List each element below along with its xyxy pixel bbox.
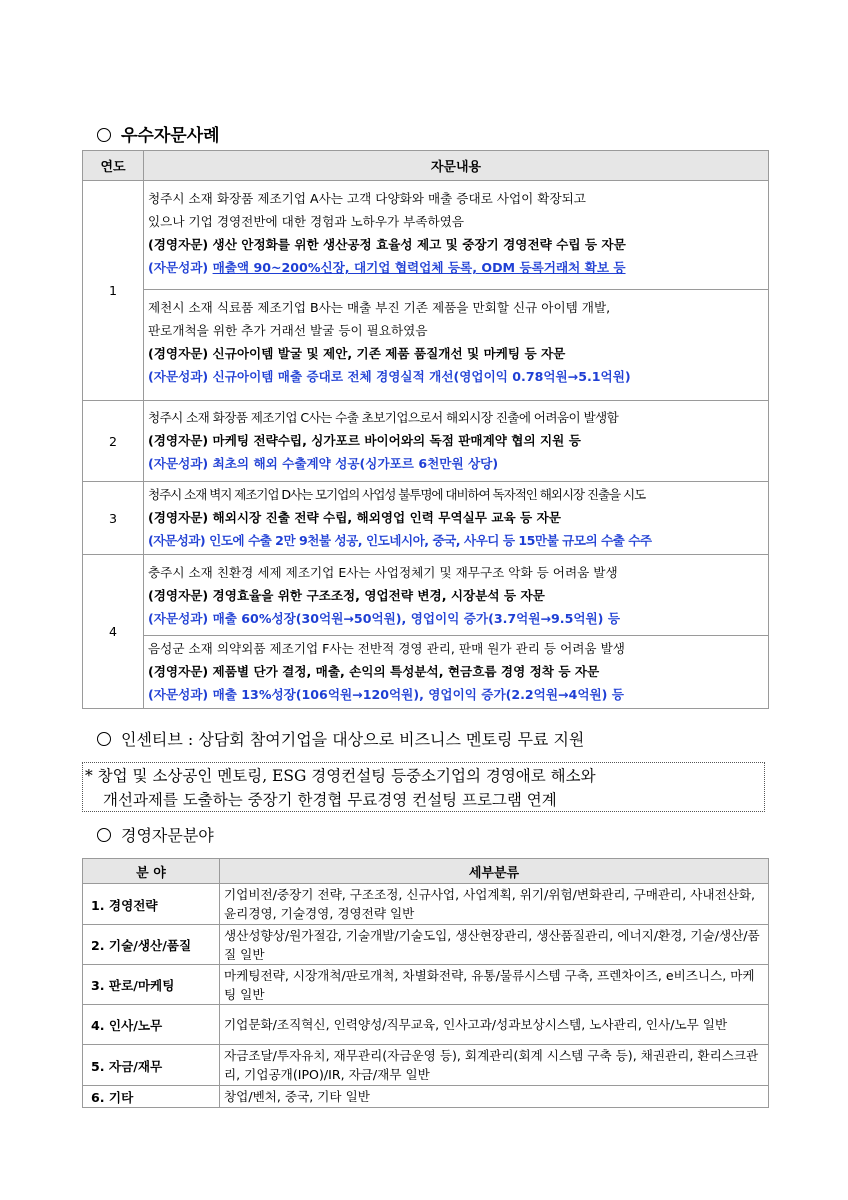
year-cell: 3 (83, 482, 144, 555)
case-cell (144, 555, 769, 636)
year-cell: 4 (83, 555, 144, 709)
case-advice: (경영자문) 마케팅 전략수립, 싱가포르 바이어와의 독점 판매계약 협의 지원 등 (148, 433, 581, 448)
case-text: 있으나 기업 경영전반에 대한 경험과 노하우가 부족하였음 (148, 214, 464, 229)
case-text: 충주시 소재 친환경 세제 제조기업 E사는 사업정체기 및 재무구조 악화 등 어려움 발생 (148, 565, 618, 580)
case-cell (144, 482, 769, 555)
header-field: 분 야 (83, 859, 220, 884)
table-row (83, 555, 769, 636)
table-row (83, 290, 769, 401)
case-text: 제천시 소재 식료품 제조기업 B사는 매출 부진 기존 제품을 만회할 신규 아이템 개발, (148, 300, 611, 315)
section-heading-best-cases: 우수자문사례 (97, 121, 220, 146)
note-line: 개선과제를 도출하는 중장기 한경협 무료경영 컨설팅 프로그램 연계 (103, 791, 557, 809)
table-row (83, 482, 769, 555)
field-category: 4. 인사/노무 (83, 1005, 220, 1045)
program-note-box (82, 762, 765, 812)
table-row (83, 636, 769, 709)
case-text: 음성군 소재 의약외품 제조기업 F사는 전반적 경영 관리, 판매 원가 관리 등 어려움 발생 (148, 641, 625, 656)
header-content: 자문내용 (144, 151, 769, 181)
consulting-fields-table (82, 858, 769, 1108)
case-cell (144, 636, 769, 709)
field-detail: 기업비전/중장기 전략, 구조조정, 신규사업, 사업계획, 위기/위험/변화관리, 구매관리, 사내전산화, 윤리경영, 기술경영, 경영전략 일반 (220, 884, 769, 925)
field-category: 2. 기술/생산/품질 (83, 925, 220, 965)
note-line: * 창업 및 소상공인 멘토링, ESG 경영컨설팅 등중소기업의 경영애로 해소와 (85, 767, 596, 785)
circle-bullet-icon (97, 828, 111, 842)
circle-bullet-icon (97, 128, 111, 142)
case-cell (144, 181, 769, 290)
case-result: (자문성과) 매출 13%성장(106억원→120억원), 영업이익 증가(2.2억원→4억원) 등 (148, 687, 624, 702)
case-advice: (경영자문) 경영효율을 위한 구조조정, 영업전략 변경, 시장분석 등 자문 (148, 588, 545, 603)
table-row (83, 401, 769, 482)
header-year: 연도 (83, 151, 144, 181)
year-cell: 2 (83, 401, 144, 482)
case-result: (자문성과) 신규아이템 매출 증대로 전체 경영실적 개선(영업이익 0.78억원→5.1억원) (148, 369, 631, 384)
section-heading-fields: 경영자문분야 (97, 823, 214, 846)
case-text: 청주시 소재 벽지 제조기업 D사는 모기업의 사업성 불투명에 대비하여 독자적인 해외시장 진출을 시도 (148, 487, 646, 502)
case-advice: (경영자문) 제품별 단가 결정, 매출, 손익의 특성분석, 현금흐름 경영 정착 등 자문 (148, 664, 600, 679)
table-row (83, 1086, 769, 1108)
best-cases-table (82, 150, 769, 709)
case-result: (자문성과) 매출 60%성장(30억원→50억원), 영업이익 증가(3.7억원→9.5억원) 등 (148, 611, 620, 626)
field-category: 1. 경영전략 (83, 884, 220, 925)
incentive-line: 인센티브 : 상담회 참여기업을 대상으로 비즈니스 멘토링 무료 지원 (97, 727, 584, 750)
case-cell (144, 290, 769, 401)
circle-bullet-icon (97, 732, 111, 746)
case-result: (자문성과) 최초의 해외 수출계약 성공(싱가포르 6천만원 상당) (148, 456, 499, 471)
field-detail: 생산성향상/원가절감, 기술개발/기술도입, 생산현장관리, 생산품질관리, 에너지/환경, 기술/생산/품질 일반 (220, 925, 769, 965)
year-cell: 1 (83, 181, 144, 401)
table-row (83, 925, 769, 965)
field-detail: 기업문화/조직혁신, 인력양성/직무교육, 인사고과/성과보상시스템, 노사관리, 인사/노무 일반 (220, 1005, 769, 1045)
table-row (83, 1005, 769, 1045)
table-row (83, 884, 769, 925)
case-text: 판로개척을 위한 추가 거래선 발굴 등이 필요하였음 (148, 323, 428, 338)
field-category: 6. 기타 (83, 1086, 220, 1108)
table-header-row (83, 859, 769, 884)
case-cell (144, 401, 769, 482)
field-category: 3. 판로/마케팅 (83, 965, 220, 1005)
field-detail: 마케팅전략, 시장개척/판로개척, 차별화전략, 유통/물류시스템 구축, 프렌차이즈, e비즈니스, 마케팅 일반 (220, 965, 769, 1005)
table-row (83, 1045, 769, 1086)
case-text: 청주시 소재 화장품 제조기업 C사는 수출 초보기업으로서 해외시장 진출에 어려움이 발생함 (148, 410, 619, 425)
field-detail: 자금조달/투자유치, 재무관리(자금운영 등), 회계관리(회계 시스템 구축 등), 채권관리, 환리스크관리, 기업공개(IPO)/IR, 자금/재무 일반 (220, 1045, 769, 1086)
case-advice: (경영자문) 신규아이템 발굴 및 제안, 기존 제품 품질개선 및 마케팅 등 자문 (148, 346, 566, 361)
table-header-row (83, 151, 769, 181)
case-advice: (경영자문) 해외시장 진출 전략 수립, 해외영업 인력 무역실무 교육 등 자문 (148, 510, 561, 525)
case-advice: (경영자문) 생산 안정화를 위한 생산공정 효율성 제고 및 중장기 경영전략 수립 등 자문 (148, 237, 626, 252)
table-row (83, 181, 769, 290)
header-detail: 세부분류 (220, 859, 769, 884)
case-result: (자문성과) 매출액 90~200%신장, 대기업 협력업체 등록, ODM 등록거래처 확보 등 (148, 260, 626, 275)
field-category: 5. 자금/재무 (83, 1045, 220, 1086)
case-text: 청주시 소재 화장품 제조기업 A사는 고객 다양화와 매출 증대로 사업이 확장되고 (148, 191, 586, 206)
field-detail: 창업/벤처, 중국, 기타 일반 (220, 1086, 769, 1108)
table-row (83, 965, 769, 1005)
case-result: (자문성과) 인도에 수출 2만 9천불 성공, 인도네시아, 중국, 사우디 등 15만불 규모의 수출 수주 (148, 533, 652, 548)
